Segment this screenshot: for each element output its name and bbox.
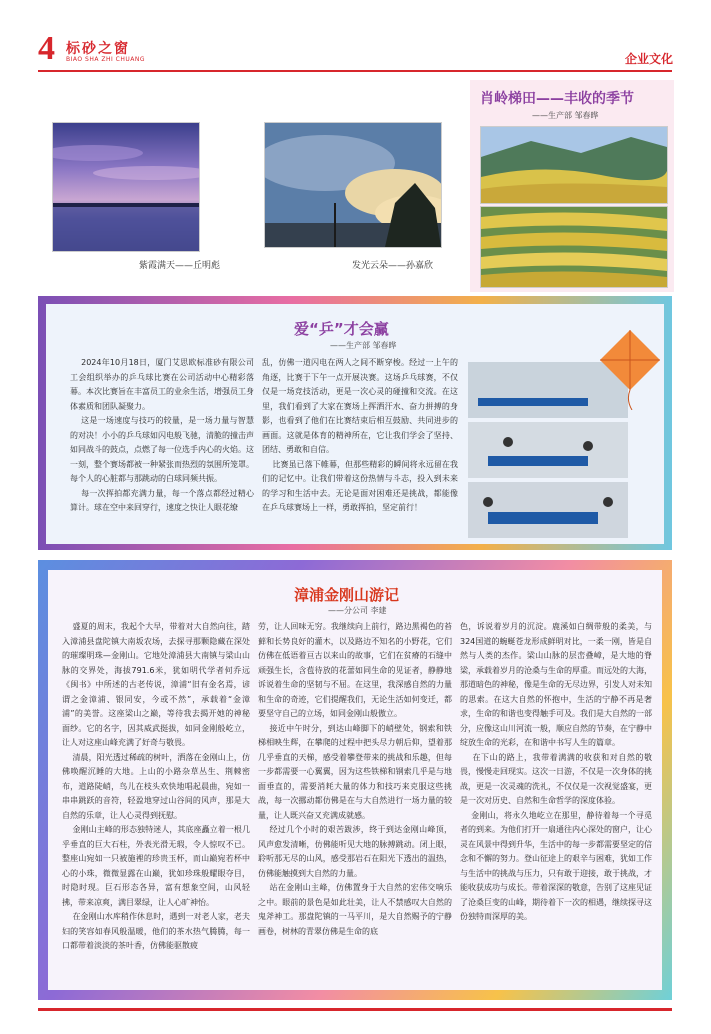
article1-author: ——生产部 邹春晔	[330, 341, 397, 350]
brand-subtitle: BIAO SHA ZHI CHUANG	[66, 56, 145, 63]
article2-title: 漳浦金刚山游记	[294, 586, 400, 604]
feature-title: 肖岭梯田——丰收的季节	[480, 91, 634, 107]
photo1-caption: 紫霞满天——丘明彪	[139, 261, 221, 271]
article2-column2: 劳，让人回味无穷。我继续向上前行，路边黑褐色的苔藓和长势良好的灌木，以及路边不知名的小野花，它们仿佛在低语着亘古以来山的故事，它们在贫瘠的石缝中顽强生长，含苞待放的花蕾如同生命的见证者，静静地诉说着生命的坚韧与不屈。在这里，我深感自然的力量和生命的奇迹，它们提醒我们，无论生活如何变迁，都要坚守自己的立场，如同金刚山般傲立。 接近中午时分，到达山峰脚下的峭壁处，钢索和铁梯相映生辉，在攀爬的过程中把头尽力朝后仰，望着那几乎垂直的天梯，感受着攀登带来的挑战和乐趣，但每一步都需要一心翼翼，因为这些铁梯和钢索几乎是与地面垂直的，需要消耗大量的体力和技巧来克服这些挑战，每一次挪动都仿佛是在与大自然进行一场力量的较量，让人既兴奋又充满成就感。 经过几个小时的艰苦跋涉，终于到达金刚山峰顶，风声愈发清晰，仿佛能听见大地的脉搏跳动。闭上眼，聆听那无尽的山风，感受那岩石在阳光下透出的温热，仿佛能触摸到大自然的力量。 站在金刚山主峰，仿佛置身于大自然的宏伟交响乐之中。眼前的景色是如此壮美，让人不禁感叹大自然的鬼斧神工。那盘陀镇的一马平川，是大自然赐予的宁静画卷，树林的青翠仿佛是生命的底	[258, 622, 452, 936]
article2-author: ——分公司 李建	[328, 606, 387, 615]
photo2-caption: 发光云朵——孙嘉欣	[352, 261, 434, 271]
photo-terraces-bottom	[480, 206, 668, 288]
footer-divider	[38, 1008, 672, 1011]
article2-column1: 盛夏的周末，我起个大早，带着对大自然向往，踏入漳浦县盘陀镇大南坂农场，去探寻那颗隐藏在深处的璀璨明珠—金刚山。它地处漳浦县大南镇与梁山山脉的交界处，海拔791.6米，犹如明代学者何乔远《闽书》中所述的古老传说，漳浦“旧有金名焉，谚谓之金漳浦、银同安，今或不然”，承载着“金漳浦”的美誉。这座梁山之巅，等待我去揭开她的神秘面纱。它的名字，因其威武挺拔，如同金刚般屹立，让人对这座山峰充满了好奇与敬畏。 清晨，阳光透过稀疏的树叶，洒落在金刚山上，仿佛唤醒沉睡的大地。上山的小路杂草丛生、荆棘密布，道路陡峭，鸟儿在枝头欢快地唱起晨曲，宛如一串串跳跃的音符，轻盈地穿过山谷间的风声，那是大自然的乐章，让人心灵得到抚慰。 金刚山主峰的形态独特迷人，其底座矗立着一根几乎垂直的巨大石柱，外表光滑无瑕，令人惊叹不已。整座山宛如一只被施裡的珍贵玉杯，而山巅宛若杯中心的小珠，微微显露在山巅，犹如珍珠般耀眼夺目，时隐时现。巨石形态各异，富有想象空间，山风轻拂，带来凉爽，满目翠绿，让人心旷神怡。 在金刚山水库稍作休息时，遇到一对老人家，老夫妇的笑容如春风般温暖，他们的茶水热气腾腾，每一口都带着淡淡的茶叶香，仿佛能驱散疲	[62, 622, 250, 950]
header-divider	[38, 70, 672, 72]
photo-purple-sky	[52, 122, 200, 252]
brand-title: 标砂之窗	[66, 41, 130, 57]
kite-decoration	[596, 330, 660, 414]
page-number: 4	[38, 30, 55, 67]
article1-column2: 乱，仿佛一道闪电在两人之间不断穿梭。经过一上午的角逐，比赛于下午一点开展决赛。这场乒乓球赛，不仅仅是一场竞技活动，更是一次心灵的碰撞和交流。在这里，我们看到了大家在赛场上挥洒汗水、奋力拼搏的身影，也看到了他们在比赛结束后相互鼓励、共同进步的画面。这就是体育的精神所在，它让我们学会了坚持、团结、勇敢和自信。 比赛虽已落下帷幕，但那些精彩的瞬间将永远留在我们的记忆中。让我们带着这份热情与斗志，投入到未来的学习和生活中去。无论是面对困难还是挑战，都能像在乒乓球赛场上一样，勇敢挥拍，坚定前行！	[262, 358, 458, 512]
photo-terraces-top	[480, 126, 668, 204]
photo-glowing-clouds	[264, 122, 442, 248]
article2-column3: 色，诉说着岁月的沉淀。鹿溪如白绸带般的柔美，与324国道的蜿蜒苍龙形成鲜明对比，一柔一刚，皆是自然与人类的杰作。梁山山脉的层峦叠嶂，是大地的脊梁，承载着岁月的沧桑与生命的厚重。而远处的大海，那道暗色的神秘，像是生命的无尽边界，引发人对未知的思索。在这大自然的怀抱中，生活的宁静不再是奢求，生命的和谐也变得触手可及。我们是大自然的一部分，应像这山川河流一般，顺应自然的节奏，在宁静中绽放生命的光彩，在和谐中书写人生的篇章。 在下山的路上，我带着满满的收获和对自然的敬畏，慢慢走回现实。这次一日游，不仅是一次身体的挑战，更是一次灵魂的洗礼，不仅仅是一次视觉盛宴，更是一次对历史、自然和生命哲学的深度体验。 金刚山，将永久地屹立在那里，静待着每一个寻觅者的到来。为他们打开一扇通往内心深处的窗户，让心灵在风景中得到升华，生活中的每一步都需要坚定的信念和不懈的努力。登山征途上的艰辛与困难，犹如工作与生活中的挑战与压力，只有敢于迎接，敢于挑战，才能收获成功与成长。带着深深的敬意，告别了这座见证了沧桑巨变的山峰，期待着下一次的相遇，继续探寻这份独特而深厚的美。	[460, 622, 652, 921]
section-label: 企业文化	[624, 52, 673, 66]
feature-author: ——生产部 邹春晔	[532, 111, 599, 120]
article1-column1: 2024年10月18日，厦门艾思欧标准砂有限公司工会组织举办的乒乓球比赛在公司活动中心精彩落幕。本次比赛旨在丰富员工的业余生活，增强员工身体素质和团队凝聚力。 这是一场速度与技巧的较量，是一场力量与智慧的对决！小小的乒乓球如闪电般飞驰，清脆的撞击声如同战斗的鼓点，点燃了每一位选手内心的火焰。这一刻，整个赛场都被一种紧张而热烈的氛围所笼罩。每个人的心脏都与那跳动的白球同频共振。 每一次挥拍都充满力量，每一个落点都经过精心算计。球在空中来回穿行，速度之快让人眼花缭	[70, 358, 254, 512]
article1-title: 爱“乒”才会赢	[294, 320, 389, 338]
